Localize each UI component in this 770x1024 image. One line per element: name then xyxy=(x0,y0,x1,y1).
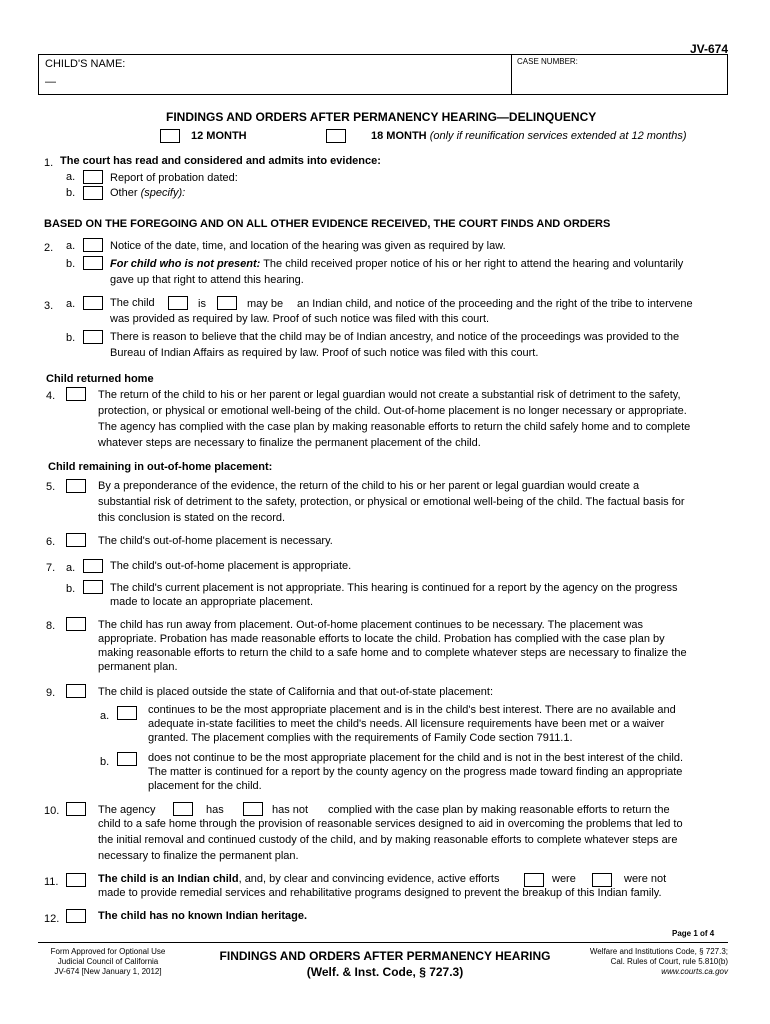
item9b-line1: does not continue to be the most appropriate placement for the child and is not in the best interest of the child. xyxy=(148,752,684,764)
item3a-is-checkbox[interactable] xyxy=(168,296,188,310)
item10-checkbox[interactable] xyxy=(66,802,86,816)
form-title: FINDINGS AND ORDERS AFTER PERMANENCY HEARING—DELINQUENCY xyxy=(166,110,597,124)
footer-left-3: JV-674 [New January 1, 2012] xyxy=(54,967,162,976)
item3b-text1: There is reason to believe that the child may be of Indian ancestry, and notice of the proceedings was provided to the xyxy=(110,331,680,343)
item9a-checkbox[interactable] xyxy=(117,706,137,720)
item3a-checkbox[interactable] xyxy=(83,296,103,310)
item10-text1: complied with the case plan by making reasonable efforts to return the xyxy=(328,804,670,816)
childs-name-label: CHILD'S NAME: xyxy=(45,58,126,70)
item3a-label: a. xyxy=(66,298,76,310)
item7a-checkbox[interactable] xyxy=(83,559,103,573)
label-12-month: 12 MONTH xyxy=(191,130,247,142)
item9b-line2: The matter is continued for a report by the county agency on the progress made toward finding an appropriate xyxy=(148,766,683,778)
item7b-label: b. xyxy=(66,583,76,595)
footer-right-2: Cal. Rules of Court, rule 5.810(b) xyxy=(610,957,728,966)
item3a-text1: an Indian child, and notice of the proceeding and the right of the tribe to intervene xyxy=(297,298,693,310)
checkbox-18-month[interactable] xyxy=(326,129,346,143)
item3a-is: is xyxy=(198,298,206,310)
item9a-line1: continues to be the most appropriate placement and is in the child's best interest. There are no available and xyxy=(148,704,676,716)
item4-number: 4. xyxy=(46,390,56,402)
item10-has-checkbox[interactable] xyxy=(173,802,193,816)
item8-line3: making reasonable efforts to return the child to a safe home and to complete whatever steps are necessary to finalize the xyxy=(98,647,687,659)
item6-text: The child's out-of-home placement is necessary. xyxy=(98,535,333,547)
item9a-label: a. xyxy=(100,710,110,722)
item7a-label: a. xyxy=(66,562,76,574)
item7b-text2: made to locate an appropriate placement. xyxy=(110,596,314,608)
item2b-line1 xyxy=(110,256,683,272)
item3a-maybe-checkbox[interactable] xyxy=(217,296,237,310)
footer-left xyxy=(38,947,178,977)
footer-left-2: Judicial Council of California xyxy=(57,957,159,966)
item5-line2: substantial risk of detriment to the safety, protection, or physical or emotional well-being of the child. The factual basis for xyxy=(98,496,685,508)
item11-number: 11. xyxy=(44,876,59,888)
item1b-specify: (specify): xyxy=(140,187,186,199)
item8-line4: permanent plan. xyxy=(98,661,178,673)
item3b-text2: Bureau of Indian Affairs as required by law. Proof of such notice was filed with this court. xyxy=(110,347,539,359)
footer-rule xyxy=(38,942,728,943)
footer-left-1: Form Approved for Optional Use xyxy=(50,947,166,956)
item9b-label: b. xyxy=(100,756,110,768)
header-divider xyxy=(511,54,512,95)
item2a-label: a. xyxy=(66,240,76,252)
remaining-heading: Child remaining in out-of-home placement: xyxy=(48,461,273,473)
item7a-text: The child's out-of-home placement is appropriate. xyxy=(110,560,352,572)
item11-were: were xyxy=(552,873,576,885)
item1b-label: b. xyxy=(66,187,76,199)
footer-center-1: FINDINGS AND ORDERS AFTER PERMANENCY HEARING xyxy=(219,949,551,963)
item11-bold: The child is an Indian child xyxy=(98,873,239,885)
item4-checkbox[interactable] xyxy=(66,387,86,401)
footer-right-3[interactable]: www.courts.ca.gov xyxy=(661,967,728,976)
item9b-line3: placement for the child. xyxy=(148,780,262,792)
childs-name-value[interactable]: — xyxy=(45,76,56,88)
item7-number: 7. xyxy=(46,562,56,574)
item10-has: has xyxy=(206,804,224,816)
item8-line2: appropriate. Probation has made reasonable efforts to locate the child. Probation has complied with the case plan by xyxy=(98,633,665,645)
item1a-checkbox[interactable] xyxy=(83,170,103,184)
footer-right xyxy=(560,947,728,977)
label-18-month xyxy=(371,130,687,142)
item6-checkbox[interactable] xyxy=(66,533,86,547)
item2a-text: Notice of the date, time, and location of the hearing was given as required by law. xyxy=(110,240,506,252)
item5-number: 5. xyxy=(46,481,56,493)
item9-text: The child is placed outside the state of California and that out-of-state placement: xyxy=(98,686,494,698)
form-id: JV-674 xyxy=(690,42,729,56)
item1a-label: a. xyxy=(66,171,76,183)
item2a-checkbox[interactable] xyxy=(83,238,103,252)
item9-checkbox[interactable] xyxy=(66,684,86,698)
item1-number: 1. xyxy=(44,157,54,169)
item10-number: 10. xyxy=(44,805,60,817)
item11-werenot: were not xyxy=(624,873,667,885)
item4-line2: protection, or physical or emotional well-being of the child. Out-of-home placement is no longer necessary or appropriate. xyxy=(98,405,687,417)
returned-heading: Child returned home xyxy=(46,373,154,385)
item9a-line3: granted. The placement complies with the requirements of Family Code section 7911.1. xyxy=(148,732,573,744)
item10-hasnot-checkbox[interactable] xyxy=(243,802,263,816)
footer-center-2: (Welf. & Inst. Code, § 727.3) xyxy=(306,965,464,979)
case-number-label: CASE NUMBER: xyxy=(517,57,578,66)
item11-checkbox[interactable] xyxy=(66,873,86,887)
item2b-line2: gave up that right to attend this hearing. xyxy=(110,274,304,286)
item3a-text2: was provided as required by law. Proof of such notice was filed with this court. xyxy=(110,313,490,325)
item2b-text1: The child received proper notice of his or her right to attend the hearing and voluntarily xyxy=(263,258,684,270)
item10-hasnot: has not xyxy=(272,804,309,816)
item1b-text xyxy=(110,185,185,201)
item1-text: The court has read and considered and admits into evidence: xyxy=(60,155,381,167)
item1a-text: Report of probation dated: xyxy=(110,172,238,184)
footer-right-1: Welfare and Institutions Code, § 727.3; xyxy=(589,947,728,956)
item4-line1: The return of the child to his or her parent or legal guardian would not create a substantial risk of detriment to the safety, xyxy=(98,389,681,401)
header-box xyxy=(38,54,728,95)
item3b-label: b. xyxy=(66,332,76,344)
item9-number: 9. xyxy=(46,687,56,699)
item8-number: 8. xyxy=(46,620,56,632)
item4-line3: The agency has complied with the case plan by making reasonable efforts to return the child safely home and to complete xyxy=(98,421,691,433)
item11-text2: made to provide remedial services and rehabilitative programs designed to prevent the breakup of this Indian family. xyxy=(98,887,662,899)
footer-center xyxy=(190,948,580,980)
label-18-month-note: (only if reunification services extended at 12 months) xyxy=(429,130,687,142)
item7b-checkbox[interactable] xyxy=(83,580,103,594)
item12-checkbox[interactable] xyxy=(66,909,86,923)
item8-checkbox[interactable] xyxy=(66,617,86,631)
item10-line4: necessary to finalize the permanent plan. xyxy=(98,850,299,862)
item10-agency: The agency xyxy=(98,804,156,816)
item11-text1: , and, by clear and convincing evidence, active efforts xyxy=(238,873,500,885)
item12-text: The child has no known Indian heritage. xyxy=(98,910,308,922)
label-18-month-text: 18 MONTH xyxy=(371,130,427,142)
item3-number: 3. xyxy=(44,300,54,312)
item3a-child: The child xyxy=(110,297,155,309)
item1b-checkbox[interactable] xyxy=(83,186,103,200)
item3b-checkbox[interactable] xyxy=(83,330,103,344)
item6-number: 6. xyxy=(46,536,56,548)
item12-number: 12. xyxy=(44,913,60,925)
item8-line1: The child has run away from placement. Out-of-home placement continues to be necessary. The placement was xyxy=(98,619,643,631)
page-number: Page 1 of 4 xyxy=(672,929,715,938)
item5-line3: this conclusion is stated on the record. xyxy=(98,512,286,524)
item9b-checkbox[interactable] xyxy=(117,752,137,766)
checkbox-12-month[interactable] xyxy=(160,129,180,143)
based-heading: BASED ON THE FOREGOING AND ON ALL OTHER EVIDENCE RECEIVED, THE COURT FINDS AND ORDERS xyxy=(44,218,611,230)
item2b-checkbox[interactable] xyxy=(83,256,103,270)
item1b-other: Other xyxy=(110,187,138,199)
item4-line4: whatever steps are necessary to finalize the permanent placement of the child. xyxy=(98,437,481,449)
item2-number: 2. xyxy=(44,242,54,254)
item9a-line2: adequate in-state facilities to meet the child's needs. All licensure requirements have been met or a waiver xyxy=(148,718,665,730)
item7b-text1: The child's current placement is not appropriate. This hearing is continued for a report by the agency on the progress xyxy=(110,582,678,594)
item3a-maybe: may be xyxy=(247,298,284,310)
item5-line1: By a preponderance of the evidence, the return of the child to his or her parent or legal guardian would create a xyxy=(98,480,640,492)
item10-line2: child to a safe home through the provision of reasonable services designed to aid in overcoming the problems that led to xyxy=(98,818,683,830)
item2b-bold: For child who is not present: xyxy=(110,258,261,270)
item10-line3: the initial removal and continued custody of the child, and by making reasonable efforts to complete whatever steps are xyxy=(98,834,678,846)
item2b-label: b. xyxy=(66,258,76,270)
item5-checkbox[interactable] xyxy=(66,479,86,493)
